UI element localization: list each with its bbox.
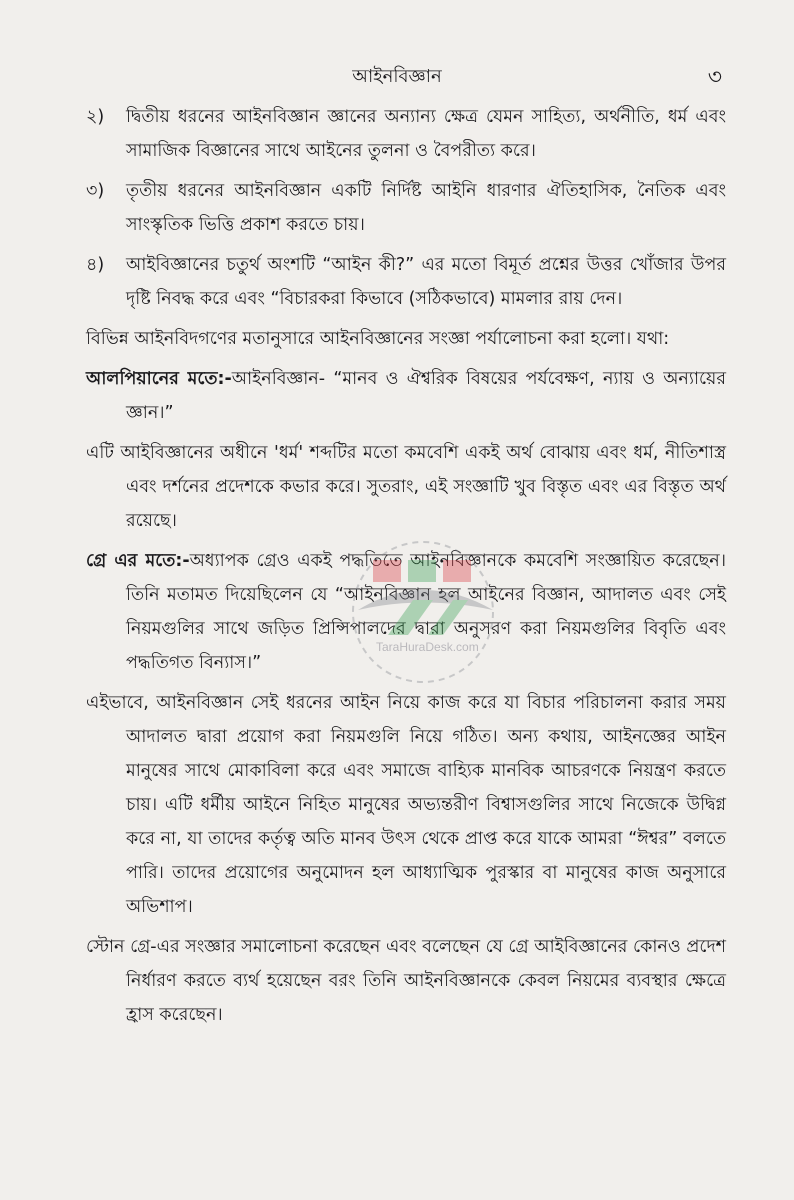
intro-paragraph: বিভিন্ন আইনবিদগণের মতানুসারে আইনবিজ্ঞানের সংজ্ঞা পর্যালোচনা করা হলো। যথা: xyxy=(86,329,670,349)
list-number: ৪) xyxy=(86,255,105,275)
alpian-definition xyxy=(86,362,726,430)
running-header xyxy=(0,60,794,90)
stone-paragraph: স্টোন গ্রে-এর সংজ্ঞার সমালোচনা করেছেন এবং বলেছেন যে গ্রে আইবিজ্ঞানের কোনও প্রদেশ নির্ধারণ করতে ব্যর্থ হয়েছেন বরং তিনি আইনবিজ্ঞানকে কেবল নিয়মের ব্যবস্থার ক্ষেত্রে হ্রাস করেছেন। xyxy=(86,937,726,1025)
list-item xyxy=(86,100,726,168)
page-number: ৩ xyxy=(707,65,722,90)
running-title: আইনবিজ্ঞান xyxy=(352,66,442,87)
gray-definition xyxy=(86,544,726,680)
watermark-text: TaraHuraDesk.com xyxy=(376,640,479,654)
list-item-text: দ্বিতীয় ধরনের আইনবিজ্ঞান জ্ঞানের অন্যান্য ক্ষেত্র যেমন সাহিত্য, অর্থনীতি, ধর্ম এবং সামাজিক বিজ্ঞানের সাথে আইনের তুলনা ও বৈপরীত্য করে। xyxy=(126,107,726,161)
list-item xyxy=(86,248,726,316)
list-item-text: তৃতীয় ধরনের আইনবিজ্ঞান একটি নির্দিষ্ট আইনি ধারণার ঐতিহাসিক, নৈতিক এবং সাংস্কৃতিক ভিত্তি প্রকাশ করতে চায়। xyxy=(126,181,726,235)
list-item xyxy=(86,174,726,242)
list-number: ৩) xyxy=(86,181,105,201)
dharma-paragraph: এটি আইবিজ্ঞানের অধীনে 'ধর্ম' শব্দটির মতো কমবেশি একই অর্থ বোঝায় এবং ধর্ম, নীতিশাস্ত্র এবং দর্শনের প্রদেশকে কভার করে। সুতরাং, এই সংজ্ঞাটি খুব বিস্তৃত এবং এর বিস্তৃত অর্থ রয়েছে। xyxy=(86,443,726,531)
alpian-text: আইনবিজ্ঞান- “মানব ও ঐশ্বরিক বিষয়ের পর্যবেক্ষণ, ন্যায় ও অন্যায়ের জ্ঞান।” xyxy=(126,369,726,423)
numbered-list xyxy=(86,100,726,316)
list-item-text: আইবিজ্ঞানের চতুর্থ অংশটি “আইন কী?” এর মতো বিমূর্ত প্রশ্নের উত্তর খোঁজার উপর দৃষ্টি নিবদ্ধ করে এবং “বিচারকরা কিভাবে (সঠিকভাবে) মামলার রায় দেন। xyxy=(126,255,726,309)
list-number: ২) xyxy=(86,107,105,127)
thus-paragraph: এইভাবে, আইনবিজ্ঞান সেই ধরনের আইন নিয়ে কাজ করে যা বিচার পরিচালনা করার সময় আদালত দ্বারা প্রয়োগ করা নিয়মগুলি নিয়ে গঠিত। অন্য কথায়, আইনজ্ঞের আইন মানুষের সাথে মোকাবিলা করে এবং সমাজে বাহ্যিক মানবিক আচরণকে নিয়ন্ত্রণ করতে চায়। এটি ধর্মীয় আইনে নিহিত মানুষের অভ্যন্তরীণ বিশ্বাসগুলির সাথে নিজেকে উদ্বিগ্ন করে না, যা তাদের কর্তৃত্ব অতি মানব উৎস থেকে প্রাপ্ত করে যাকে আমরা “ঈশ্বর” বলতে পারি। তাদের প্রয়োগের অনুমোদন হল আধ্যাত্মিক পুরস্কার বা মানুষের কাজ অনুসারে অভিশাপ। xyxy=(86,693,726,917)
page-body xyxy=(86,100,726,1032)
gray-text: অধ্যাপক গ্রেও একই পদ্ধতিতে আইনবিজ্ঞানকে কমবেশি সংজ্ঞায়িত করেছেন। তিনি মতামত দিয়েছিলেন যে “আইনবিজ্ঞান হল আইনের বিজ্ঞান, আদালত এবং সেই নিয়মগুলির সাথে জড়িত প্রিন্সিপালদের দ্বারা অনুসরণ করা নিয়মগুলির বিবৃতি এবং পদ্ধতিগত বিন্যাস।” xyxy=(126,551,726,673)
alpian-term: আলপিয়ানের মতে:- xyxy=(86,369,232,389)
gray-term: গ্রে এর মতে:- xyxy=(86,551,190,571)
